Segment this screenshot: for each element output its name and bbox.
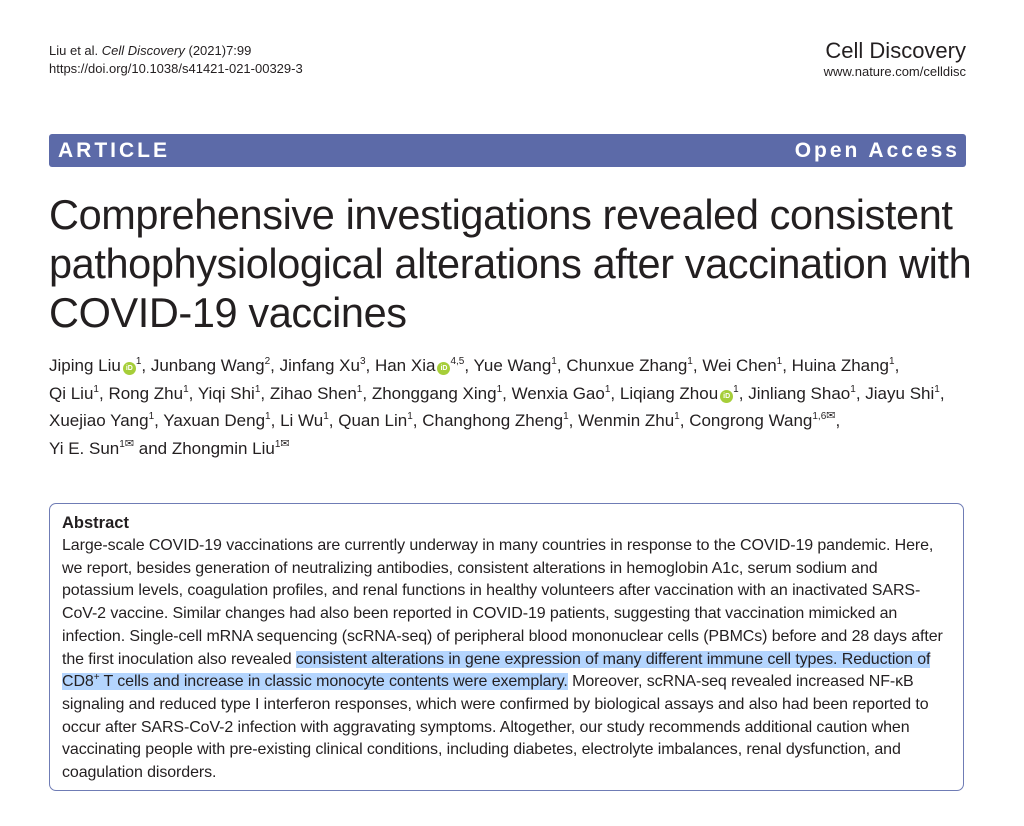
author[interactable]	[49, 411, 154, 430]
author-name: Chunxue Zhang	[566, 356, 688, 375]
abstract-box	[49, 503, 964, 791]
author-affiliation: 1	[889, 356, 895, 367]
article-title: Comprehensive investigations revealed consistent pathophysiological alterations after vaccination with COVID-19 vaccines	[49, 191, 972, 336]
author-name: Jinliang Shao	[748, 383, 851, 403]
author[interactable]	[473, 356, 556, 375]
citation-authors: Liu et al.	[49, 43, 99, 58]
author-name: Han Xia	[374, 356, 436, 375]
author[interactable]	[151, 356, 270, 375]
author-affiliation: 1	[850, 383, 856, 395]
author-name: Quan Lin	[338, 411, 408, 430]
author-name: Jinfang Xu	[279, 356, 360, 375]
author-affiliation: 1,6	[812, 411, 827, 422]
author-name: Yi E. Sun	[49, 438, 120, 458]
author[interactable]	[372, 384, 502, 403]
author-name: Changhong Zheng	[422, 411, 564, 430]
author-name: Zhonggang Xing	[371, 383, 497, 403]
author[interactable]	[375, 356, 464, 375]
author-name: Congrong Wang	[689, 411, 813, 430]
abstract-text	[62, 535, 951, 785]
abstract-highlight-a: consistent alterations in gene expression of many different immune cell types. Reduction of CD8	[62, 650, 931, 691]
author-affiliation: 1	[119, 438, 125, 450]
author-affiliation: 3	[359, 356, 366, 367]
author[interactable]	[172, 439, 290, 458]
author-name: Jiping Liu	[49, 356, 121, 375]
author-name: Wei Chen	[702, 356, 777, 375]
abstract-highlight-b: T cells and increase in classic monocyte contents were exemplary.	[99, 673, 568, 691]
author[interactable]	[578, 411, 680, 430]
author[interactable]	[49, 439, 134, 458]
author-name: Qi Liu	[49, 383, 94, 403]
author-name: Li Wu	[280, 411, 324, 430]
doi-link[interactable]: https://doi.org/10.1038/s41421-021-00329-3	[49, 61, 303, 76]
author[interactable]	[865, 384, 940, 403]
mail-icon[interactable]: ✉	[124, 437, 135, 450]
author-affiliation: 1	[274, 438, 281, 450]
author-name: Rong Zhu	[108, 383, 184, 403]
citation-block	[49, 42, 303, 78]
citation-volume: (2021)7:99	[188, 43, 252, 58]
author[interactable]	[280, 411, 329, 430]
citation-line	[49, 42, 303, 60]
author-name: Yiqi Shi	[197, 383, 255, 403]
author[interactable]	[49, 356, 141, 375]
author-affiliation: 1	[687, 356, 693, 367]
author[interactable]	[792, 356, 895, 375]
orcid-icon[interactable]: iD	[720, 390, 733, 403]
author-name: Yue Wang	[473, 356, 552, 375]
journal-name: Cell Discovery	[825, 38, 966, 63]
author[interactable]	[108, 384, 188, 403]
author-affiliation: 1	[254, 383, 261, 395]
author[interactable]	[702, 356, 782, 375]
citation-journal: Cell Discovery	[101, 43, 185, 58]
abstract-heading: Abstract	[62, 514, 129, 532]
author-name: Liqiang Zhou	[619, 383, 719, 403]
author[interactable]	[689, 411, 835, 430]
author-affiliation: 1	[551, 356, 557, 367]
author-affiliation: 1	[776, 356, 783, 367]
author-name: Zihao Shen	[269, 383, 357, 403]
author-name: Yaxuan Deng	[163, 411, 266, 430]
author-name: Huina Zhang	[791, 356, 890, 375]
author-affiliation: 1	[323, 411, 329, 422]
abstract-highlight-sup: +	[93, 672, 100, 684]
author-name: Xuejiao Yang	[49, 411, 149, 430]
author-affiliation: 1	[356, 383, 363, 395]
article-type-band	[49, 134, 966, 167]
open-access-label: Open Access	[794, 139, 960, 162]
mail-icon[interactable]: ✉	[826, 410, 836, 422]
author-name: Zhongmin Liu	[171, 438, 275, 458]
author-affiliation: 1	[148, 411, 155, 422]
author-affiliation: 1	[934, 383, 940, 395]
author-affiliation: 1	[604, 383, 611, 395]
author-name: Wenxia Gao	[511, 383, 605, 403]
author[interactable]	[512, 384, 611, 403]
author-affiliation: 1	[265, 411, 271, 422]
journal-block	[824, 38, 966, 80]
author[interactable]	[566, 356, 693, 375]
author[interactable]	[620, 384, 739, 403]
author-affiliation: 1	[135, 356, 142, 367]
orcid-icon[interactable]: iD	[123, 362, 136, 375]
author-affiliation: 1	[674, 411, 680, 422]
author-list: Jiping Liu $iD^1$, Junbang Wang$^2$, Jinfang Xu$^3$, Han Xia iD$^{4,5}$, Yue Wang$^1$, Chunxue Zhang$^1$, Wei Chen$^1$, Huina Zhang$^1$, Qi Liu$^1$, Rong Zhu$^1$, Yiqi Shi$^1$, Zihao Shen$^1$, Zhonggang Xing$^1$, Wenxia Gao$^1$, Liqiang Zhou $iD^1$, Jinliang Shao$^1$, Jiayu Shi$^1$, Xuejiao Yang$^1$, Yaxuan Deng$^1$, Li Wu$^1$, Quan Lin$^1$, Changhong Zheng$^1$, Wenmin Zhu$^1$, Congrong Wang$^{1,6✉}$, Yi E. Sun$^{1✉}$ and Zhongmin Liu$^{1✉}$	[49, 356, 945, 458]
author-affiliation: 2	[264, 356, 271, 367]
author-affiliation: 1	[407, 411, 413, 422]
orcid-icon[interactable]: iD	[437, 362, 450, 375]
article-type-label: ARTICLE	[58, 139, 170, 162]
author-name: Jiayu Shi	[865, 383, 935, 403]
author[interactable]	[270, 384, 363, 403]
author[interactable]	[163, 411, 270, 430]
abstract-text-before: Large-scale COVID-19 vaccinations are currently underway in many countries in response to the COVID-19 pandemic. Here, we report, besides generation of neutralizing antibodies, consistent alterations in hemoglobin A1c, serum sodium and potassium levels, coagulation profiles, and renal functions in healthy volunteers after vaccination with an inactivated SARS-CoV-2 vaccine. Similar changes had also been reported in COVID-19 patients, suggesting that vaccination mimicked an infection. Single-cell mRNA sequencing (scRNA-seq) of peripheral blood mononuclear cells (PBMCs) before and 28 days after the first inoculation also revealed	[62, 537, 943, 668]
author[interactable]	[338, 411, 413, 430]
author-affiliation: 1	[563, 411, 569, 422]
author-affiliation: 1	[93, 383, 99, 395]
author-affiliation: 1	[183, 383, 189, 395]
author[interactable]	[198, 384, 261, 403]
author-affiliation: 1	[496, 383, 503, 395]
author[interactable]	[748, 384, 856, 403]
author-affiliation: 1	[733, 383, 739, 395]
abstract-text-after: Moreover, scRNA-seq revealed increased NF-κB signaling and reduced type I interferon responses, which were confirmed by biological assays and also had been reported to occur after SARS-CoV-2 infection with aggravating symptoms. Altogether, our study recommends additional caution when vaccinating people with pre-existing clinical conditions, including diabetes, electrolyte imbalances, renal dysfunction, and coagulation disorders.	[62, 673, 929, 782]
author[interactable]	[422, 411, 568, 430]
author[interactable]	[280, 356, 366, 375]
mail-icon[interactable]: ✉	[280, 437, 290, 450]
journal-url-link[interactable]: www.nature.com/celldisc	[823, 64, 966, 79]
author[interactable]	[49, 384, 99, 403]
author-name: Junbang Wang	[150, 356, 265, 375]
author-affiliation: 4,5	[450, 356, 465, 367]
author-name: Wenmin Zhu	[578, 411, 675, 430]
